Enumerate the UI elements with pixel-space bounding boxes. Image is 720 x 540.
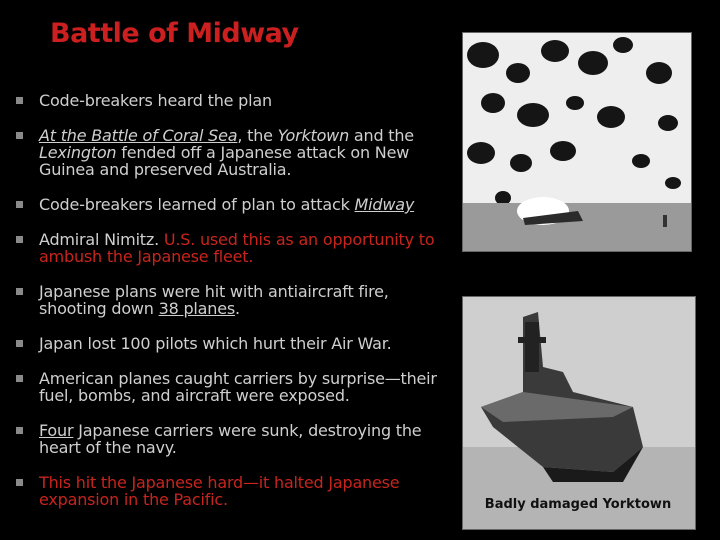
bullet-item [14, 92, 454, 109]
bullet-text: Yorktown [277, 126, 350, 145]
bullet-text: Lexington [39, 143, 117, 162]
bullet-text: At the Battle of Coral Sea [39, 126, 238, 145]
bullet-marker-icon [16, 236, 23, 243]
bullet-text: Japanese carriers were sunk, destroying the heart of the navy. [39, 421, 422, 457]
bullet-text: Japanese plans were hit with antiaircraft fire, shooting down [39, 282, 389, 318]
flak-battle-photo [462, 32, 692, 252]
bullet-item [14, 474, 454, 508]
bullet-text: 38 planes [158, 299, 235, 318]
bullet-text: U.S. used this as an opportunity to ambush the Japanese fleet. [39, 230, 435, 266]
bullet-item [14, 196, 454, 213]
bullet-marker-icon [16, 132, 23, 139]
bullet-text: , the [237, 126, 278, 145]
bullet-text: . [235, 299, 240, 318]
bullet-item [14, 422, 454, 456]
bullet-text: fended off a Japanese attack on New Guinea and preserved Australia. [39, 143, 410, 179]
bullet-text: This hit the Japanese hard—it halted Japanese expansion in the Pacific. [39, 473, 400, 509]
bullet-text: Admiral Nimitz. [39, 230, 164, 249]
bullet-item [14, 127, 454, 178]
bullet-marker-icon [16, 288, 23, 295]
bullet-item [14, 283, 454, 317]
bullet-marker-icon [16, 201, 23, 208]
bullet-item [14, 231, 454, 265]
bullet-text: Japan lost 100 pilots which hurt their Air War. [39, 334, 392, 353]
slide-title: Battle of Midway [50, 18, 299, 49]
bullet-list [14, 92, 454, 508]
bullet-marker-icon [16, 427, 23, 434]
bullet-text: Code-breakers learned of plan to attack [39, 195, 355, 214]
damaged-carrier-photo [462, 296, 696, 530]
bullet-marker-icon [16, 479, 23, 486]
bullet-text: Code-breakers heard the plan [39, 91, 272, 110]
bullet-item [14, 335, 454, 352]
bullet-text: and the [349, 126, 414, 145]
bullet-marker-icon [16, 375, 23, 382]
bullet-text: Midway [354, 195, 415, 214]
photo-caption: Badly damaged Yorktown [484, 497, 672, 512]
bullet-item [14, 370, 454, 404]
bullet-marker-icon [16, 97, 23, 104]
bullet-text: American planes caught carriers by surprise—their fuel, bombs, and aircraft were exposed. [39, 369, 437, 405]
bullet-text: Four [39, 421, 74, 440]
bullet-marker-icon [16, 340, 23, 347]
